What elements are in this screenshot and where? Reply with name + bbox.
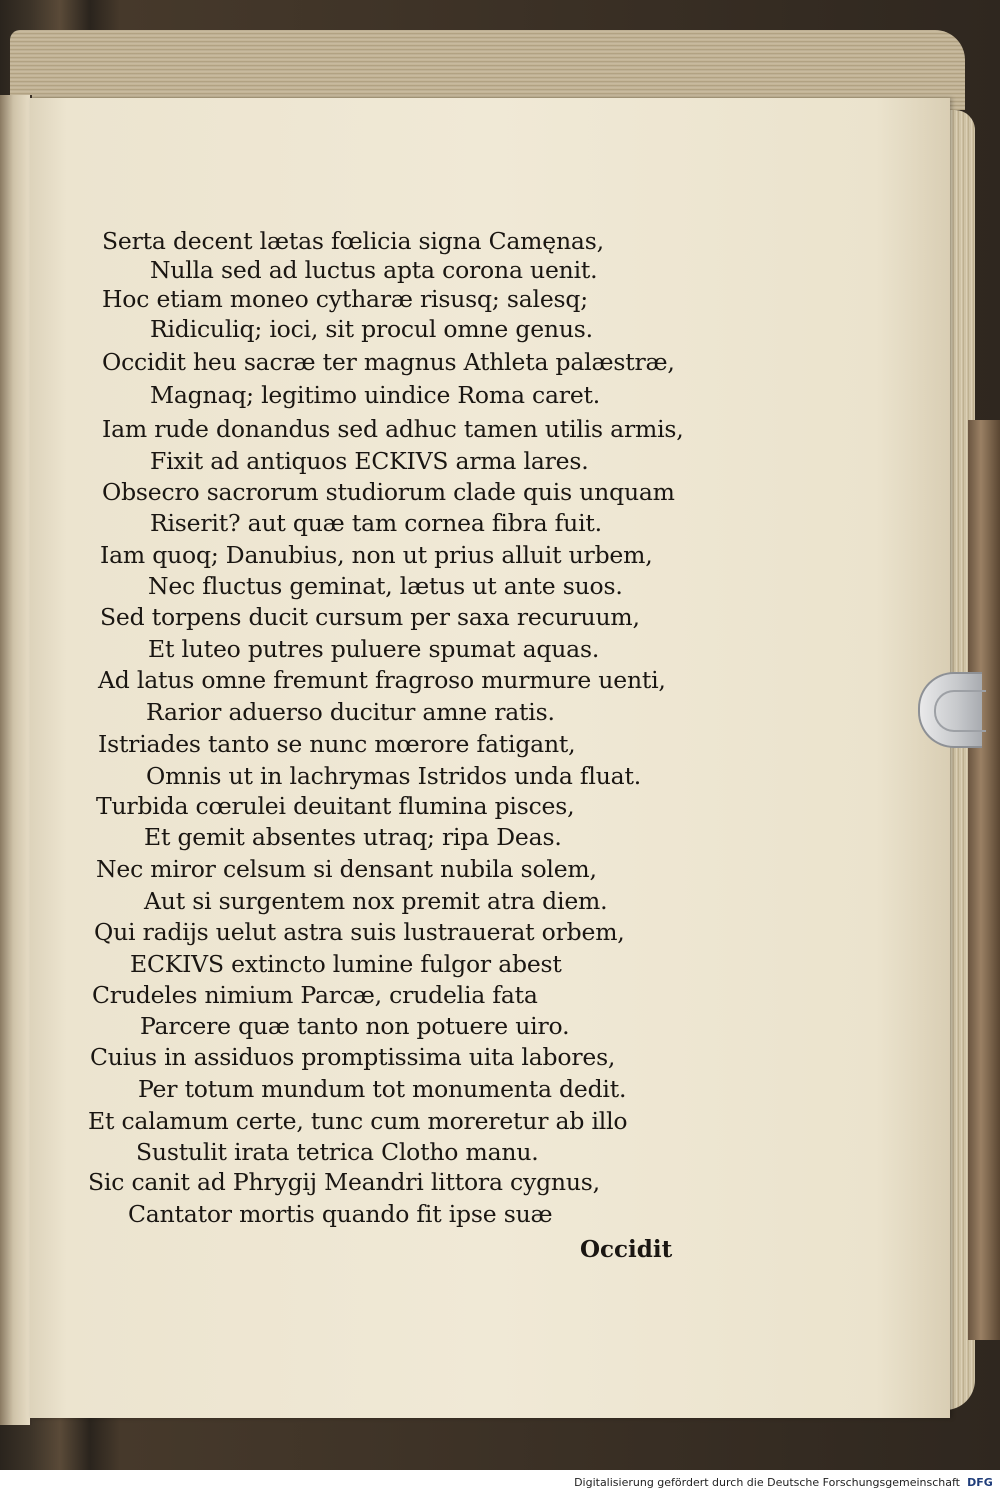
poem-line: Qui radijs uelut astra suis lustrauerat orbem, bbox=[94, 918, 625, 946]
poem-line: ECKIVS extincto lumine fulgor abest bbox=[130, 950, 562, 978]
poem-line: Ridiculiq; ioci, sit procul omne genus. bbox=[150, 315, 593, 343]
poem-line: Hoc etiam moneo cytharæ risusq; salesq; bbox=[102, 285, 588, 313]
catchword: Occidit bbox=[580, 1236, 673, 1263]
poem-line: Cantator mortis quando fit ipse suæ bbox=[128, 1200, 553, 1228]
poem-line: Nec miror celsum si densant nubila solem, bbox=[96, 855, 597, 883]
book-cover-edge bbox=[968, 420, 1000, 1340]
poem-line: Et luteo putres puluere spumat aquas. bbox=[148, 635, 600, 663]
dfg-logo-icon: DFG bbox=[967, 1476, 993, 1489]
poem-line: Nulla sed ad luctus apta corona uenit. bbox=[150, 256, 598, 284]
poem-line: Et gemit absentes utraq; ripa Deas. bbox=[144, 823, 562, 851]
poem-line: Iam quoq; Danubius, non ut prius alluit urbem, bbox=[100, 541, 653, 569]
poem-line: Parcere quæ tanto non potuere uiro. bbox=[140, 1012, 570, 1040]
poem-line: Omnis ut in lachrymas Istridos unda fluat. bbox=[146, 762, 641, 790]
poem-line: Magnaq; legitimo uindice Roma caret. bbox=[150, 381, 601, 409]
poem-line: Iam rude donandus sed adhuc tamen utilis armis, bbox=[102, 415, 684, 443]
page-clip bbox=[918, 672, 982, 748]
poem-line: Crudeles nimium Parcæ, crudelia fata bbox=[92, 981, 538, 1009]
poem-line: Serta decent lætas fœlicia signa Camęnas, bbox=[102, 227, 604, 255]
poem-line: Nec fluctus geminat, lætus ut ante suos. bbox=[148, 572, 623, 600]
poem-line: Obsecro sacrorum studiorum clade quis unquam bbox=[102, 478, 675, 506]
book-page bbox=[30, 98, 950, 1418]
poem-line: Riserit? aut quæ tam cornea fibra fuit. bbox=[150, 509, 602, 537]
poem-line: Sed torpens ducit cursum per saxa recuruum, bbox=[100, 603, 640, 631]
poem-line: Aut si surgentem nox premit atra diem. bbox=[144, 887, 608, 915]
poem-line: Rarior aduerso ducitur amne ratis. bbox=[146, 698, 555, 726]
facing-page-edge bbox=[0, 95, 32, 1425]
poem-line: Fixit ad antiquos ECKIVS arma lares. bbox=[150, 447, 589, 475]
page-clip-loop bbox=[934, 690, 986, 732]
poem-line: Ad latus omne fremunt fragroso murmure uenti, bbox=[98, 666, 666, 694]
poem-text bbox=[30, 98, 950, 1418]
poem-line: Sustulit irata tetrica Clotho manu. bbox=[136, 1138, 539, 1166]
poem-line: Per totum mundum tot monumenta dedit. bbox=[138, 1075, 627, 1103]
poem-line: Cuius in assiduos promptissima uita labores, bbox=[90, 1043, 616, 1071]
poem-line: Istriades tanto se nunc mœrore fatigant, bbox=[98, 730, 576, 758]
footer-credit: Digitalisierung gefördert durch die Deutsche Forschungsgemeinschaft bbox=[574, 1476, 960, 1489]
digitization-footer bbox=[0, 1470, 1000, 1498]
poem-line: Occidit heu sacræ ter magnus Athleta palæstræ, bbox=[102, 348, 675, 376]
poem-line: Et calamum certe, tunc cum moreretur ab illo bbox=[88, 1107, 628, 1135]
poem-line: Turbida cœrulei deuitant flumina pisces, bbox=[96, 792, 575, 820]
poem-line: Sic canit ad Phrygij Meandri littora cygnus, bbox=[88, 1168, 600, 1196]
